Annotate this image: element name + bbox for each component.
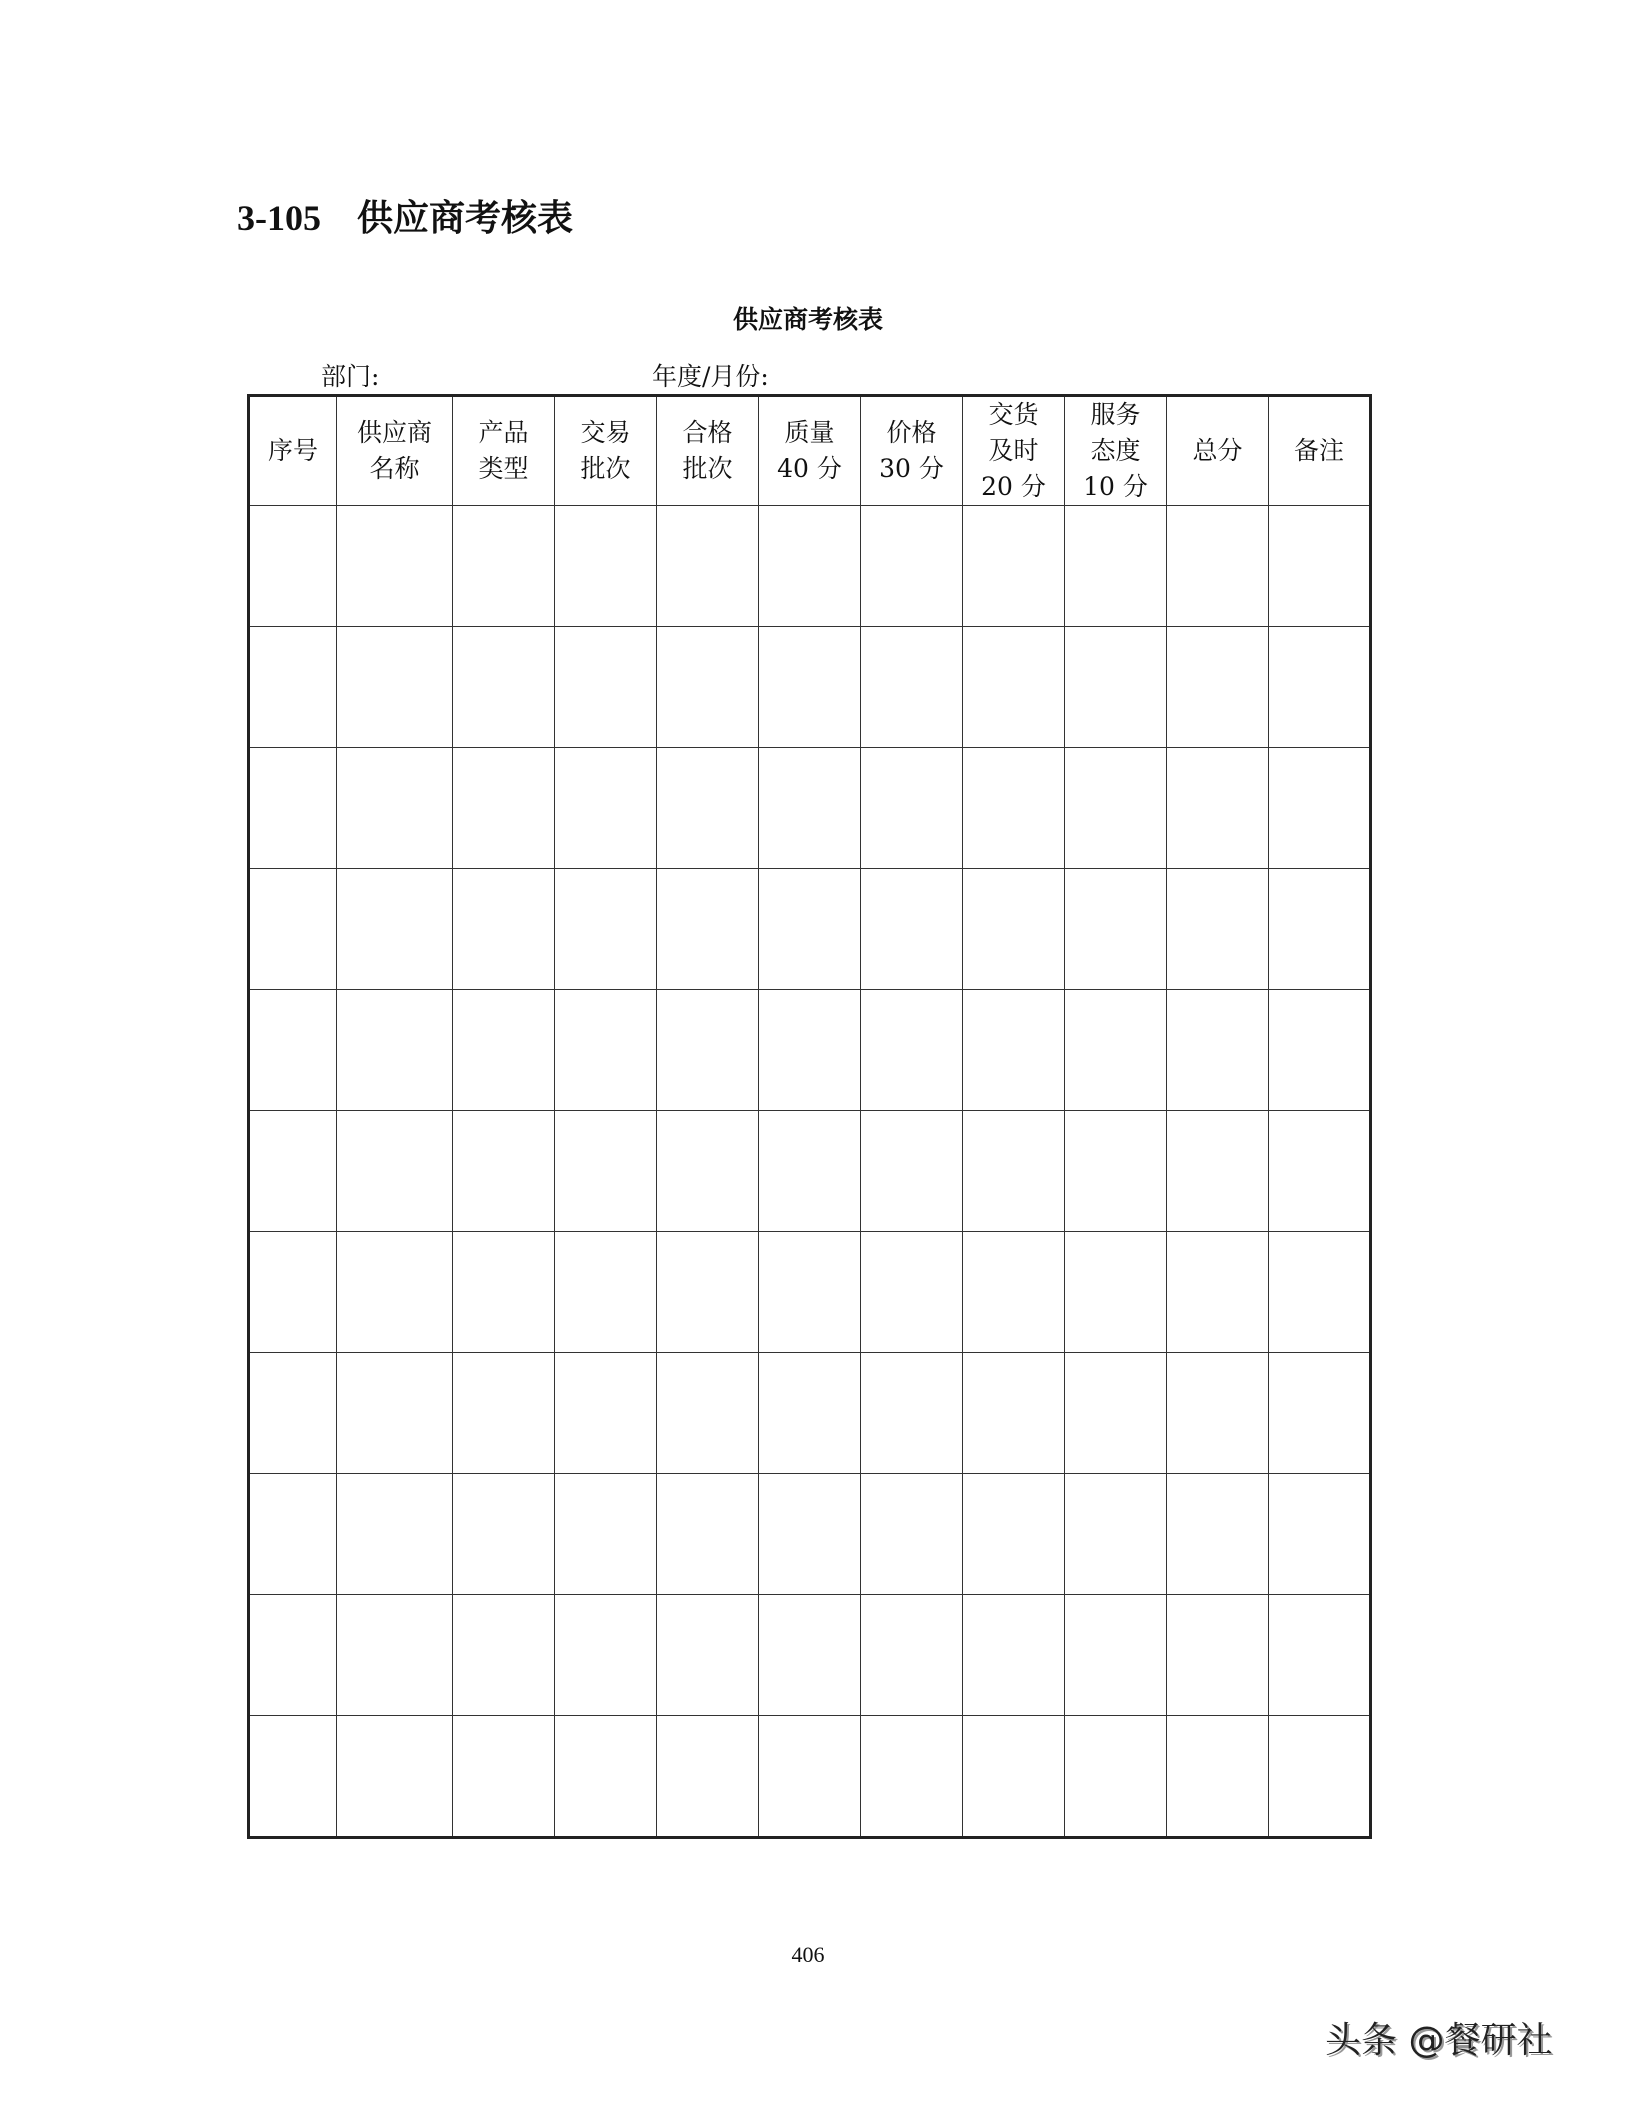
column-header-line: 批次 — [580, 454, 631, 483]
table-cell[interactable] — [657, 990, 759, 1111]
table-cell[interactable] — [861, 1595, 963, 1716]
table-cell[interactable] — [1065, 1474, 1167, 1595]
table-cell[interactable] — [759, 1232, 861, 1353]
column-header-line: 批次 — [682, 454, 733, 483]
column-header-line: 交易 — [580, 418, 631, 447]
table-cell[interactable] — [249, 748, 337, 869]
column-header-line: 20 分 — [981, 472, 1046, 501]
table-cell[interactable] — [337, 1716, 453, 1838]
watermark: 头条 @餐研社 — [1325, 2020, 1553, 2061]
table-cell[interactable] — [759, 748, 861, 869]
table-cell[interactable] — [1269, 1111, 1371, 1232]
table-cell[interactable] — [453, 869, 555, 990]
table-cell[interactable] — [453, 1232, 555, 1353]
table-cell[interactable] — [861, 1716, 963, 1838]
table-cell[interactable] — [759, 1353, 861, 1474]
table-row — [249, 990, 1371, 1111]
section-number: 3-105 — [237, 198, 321, 238]
table-cell[interactable] — [759, 1595, 861, 1716]
table-cell[interactable] — [337, 506, 453, 627]
column-header — [453, 396, 555, 506]
table-cell[interactable] — [337, 1595, 453, 1716]
table-cell[interactable] — [1065, 1716, 1167, 1838]
column-header-line: 序号 — [267, 436, 318, 465]
column-header-line: 总分 — [1192, 436, 1243, 465]
table-row — [249, 1353, 1371, 1474]
table-cell[interactable] — [555, 748, 657, 869]
table-cell[interactable] — [337, 990, 453, 1111]
table-cell[interactable] — [249, 1111, 337, 1232]
table-cell[interactable] — [337, 1232, 453, 1353]
table-cell[interactable] — [453, 627, 555, 748]
table-cell[interactable] — [337, 1474, 453, 1595]
table-cell[interactable] — [249, 869, 337, 990]
table-cell[interactable] — [1167, 1232, 1269, 1353]
table-cell[interactable] — [1167, 1595, 1269, 1716]
table-cell[interactable] — [555, 990, 657, 1111]
table-cell[interactable] — [657, 1353, 759, 1474]
table-cell[interactable] — [1065, 1232, 1167, 1353]
period-label: 年度/月份: — [652, 362, 769, 391]
table-cell[interactable] — [555, 869, 657, 990]
table-cell[interactable] — [657, 1595, 759, 1716]
table-cell[interactable] — [759, 1111, 861, 1232]
table-cell[interactable] — [249, 990, 337, 1111]
table-cell[interactable] — [759, 506, 861, 627]
table-cell[interactable] — [453, 1595, 555, 1716]
table-cell[interactable] — [453, 990, 555, 1111]
column-header — [249, 396, 337, 506]
table-row — [249, 1474, 1371, 1595]
table-cell[interactable] — [759, 990, 861, 1111]
column-header — [1065, 396, 1167, 506]
column-header — [555, 396, 657, 506]
table-cell[interactable] — [555, 1716, 657, 1838]
table-cell[interactable] — [249, 1474, 337, 1595]
table-cell[interactable] — [453, 1353, 555, 1474]
table-cell[interactable] — [1269, 1232, 1371, 1353]
table-row — [249, 1111, 1371, 1232]
section-title-text: 供应商考核表 — [357, 198, 574, 238]
table-cell[interactable] — [1269, 627, 1371, 748]
table-cell[interactable] — [861, 1474, 963, 1595]
table-cell[interactable] — [249, 1232, 337, 1353]
page-number: 406 — [791, 1942, 825, 1967]
table-cell[interactable] — [1167, 1353, 1269, 1474]
table-cell[interactable] — [337, 1111, 453, 1232]
table-row — [249, 869, 1371, 990]
column-header-line: 态度 — [1090, 436, 1141, 465]
table-cell[interactable] — [963, 1232, 1065, 1353]
table-row — [249, 748, 1371, 869]
column-header — [337, 396, 453, 506]
table-cell[interactable] — [963, 627, 1065, 748]
table-cell[interactable] — [1065, 748, 1167, 869]
table-cell[interactable] — [1269, 1353, 1371, 1474]
table-cell[interactable] — [657, 1111, 759, 1232]
table-cell[interactable] — [337, 627, 453, 748]
column-header-line: 30 分 — [879, 454, 944, 483]
table-cell[interactable] — [453, 748, 555, 869]
table-cell[interactable] — [555, 1111, 657, 1232]
table-cell[interactable] — [963, 1595, 1065, 1716]
table-cell[interactable] — [657, 506, 759, 627]
table-cell[interactable] — [759, 1716, 861, 1838]
column-header-line: 40 分 — [777, 454, 842, 483]
table-cell[interactable] — [1167, 627, 1269, 748]
table-cell[interactable] — [657, 748, 759, 869]
table-cell[interactable] — [1167, 1716, 1269, 1838]
table-cell[interactable] — [963, 1353, 1065, 1474]
table-cell[interactable] — [657, 627, 759, 748]
table-cell[interactable] — [1065, 627, 1167, 748]
column-header — [1269, 396, 1371, 506]
table-row — [249, 1232, 1371, 1353]
table-cell[interactable] — [963, 869, 1065, 990]
table-cell[interactable] — [861, 748, 963, 869]
column-header-line: 类型 — [478, 454, 529, 483]
table-cell[interactable] — [861, 990, 963, 1111]
column-header — [657, 396, 759, 506]
header-row — [249, 396, 1371, 506]
table-cell[interactable] — [555, 1353, 657, 1474]
column-header-line: 质量 — [784, 418, 835, 447]
table-cell[interactable] — [963, 748, 1065, 869]
table-cell[interactable] — [249, 1353, 337, 1474]
table-cell[interactable] — [453, 1716, 555, 1838]
table-cell[interactable] — [759, 1474, 861, 1595]
table-cell[interactable] — [1269, 1716, 1371, 1838]
table-cell[interactable] — [1269, 1595, 1371, 1716]
table-cell[interactable] — [657, 1474, 759, 1595]
table-cell[interactable] — [1065, 1595, 1167, 1716]
table-cell[interactable] — [249, 1716, 337, 1838]
table-cell[interactable] — [1167, 506, 1269, 627]
column-header-line: 备注 — [1293, 436, 1344, 465]
table-cell[interactable] — [657, 1716, 759, 1838]
table-cell[interactable] — [963, 506, 1065, 627]
column-header-line: 及时 — [988, 436, 1039, 465]
table-cell[interactable] — [657, 869, 759, 990]
table-cell[interactable] — [759, 869, 861, 990]
table-cell[interactable] — [963, 1111, 1065, 1232]
form-title: 供应商考核表 — [732, 305, 883, 334]
table-cell[interactable] — [861, 869, 963, 990]
department-label: 部门: — [321, 362, 380, 391]
table-cell[interactable] — [1269, 869, 1371, 990]
column-header-line: 交货 — [988, 400, 1039, 429]
column-header — [759, 396, 861, 506]
table-cell[interactable] — [555, 1474, 657, 1595]
column-header — [861, 396, 963, 506]
column-header-line: 产品 — [478, 418, 529, 447]
supplier-evaluation-table — [247, 394, 1372, 1839]
section-title — [237, 190, 573, 241]
table-cell[interactable] — [861, 1111, 963, 1232]
table-cell[interactable] — [657, 1232, 759, 1353]
column-header-line: 名称 — [369, 454, 420, 483]
table-cell[interactable] — [963, 1716, 1065, 1838]
table-cell[interactable] — [1269, 506, 1371, 627]
table-cell[interactable] — [555, 1232, 657, 1353]
table-cell[interactable] — [453, 1474, 555, 1595]
table-cell[interactable] — [1269, 1474, 1371, 1595]
table-cell[interactable] — [453, 1111, 555, 1232]
table-cell[interactable] — [337, 1353, 453, 1474]
table-cell[interactable] — [963, 990, 1065, 1111]
table-cell[interactable] — [555, 506, 657, 627]
table-cell[interactable] — [1065, 506, 1167, 627]
table-cell[interactable] — [1065, 869, 1167, 990]
table-cell[interactable] — [963, 1474, 1065, 1595]
table-row — [249, 1716, 1371, 1838]
table-cell[interactable] — [759, 627, 861, 748]
table-cell[interactable] — [1167, 869, 1269, 990]
table-cell[interactable] — [1065, 1353, 1167, 1474]
column-header — [1167, 396, 1269, 506]
table-cell[interactable] — [1269, 990, 1371, 1111]
table-cell[interactable] — [249, 1595, 337, 1716]
column-header-line: 供应商 — [356, 418, 432, 447]
table-row — [249, 627, 1371, 748]
column-header-line: 10 分 — [1083, 472, 1148, 501]
table-cell[interactable] — [861, 1353, 963, 1474]
column-header-line: 合格 — [682, 418, 733, 447]
column-header-line: 服务 — [1090, 400, 1141, 429]
table-cell[interactable] — [861, 506, 963, 627]
table-cell[interactable] — [337, 869, 453, 990]
column-header-line: 价格 — [886, 418, 937, 447]
table-cell[interactable] — [1065, 1111, 1167, 1232]
table-cell[interactable] — [861, 627, 963, 748]
table-cell[interactable] — [861, 1232, 963, 1353]
table-cell[interactable] — [249, 627, 337, 748]
column-header — [963, 396, 1065, 506]
table-cell[interactable] — [337, 748, 453, 869]
table-cell[interactable] — [1065, 990, 1167, 1111]
table-cell[interactable] — [1167, 1111, 1269, 1232]
table-cell[interactable] — [1167, 1474, 1269, 1595]
table-cell[interactable] — [1269, 748, 1371, 869]
table-row — [249, 506, 1371, 627]
table-row — [249, 1595, 1371, 1716]
table-cell[interactable] — [453, 506, 555, 627]
table-cell[interactable] — [555, 1595, 657, 1716]
table-cell[interactable] — [555, 627, 657, 748]
table-cell[interactable] — [1167, 748, 1269, 869]
table-cell[interactable] — [1167, 990, 1269, 1111]
table-cell[interactable] — [249, 506, 337, 627]
